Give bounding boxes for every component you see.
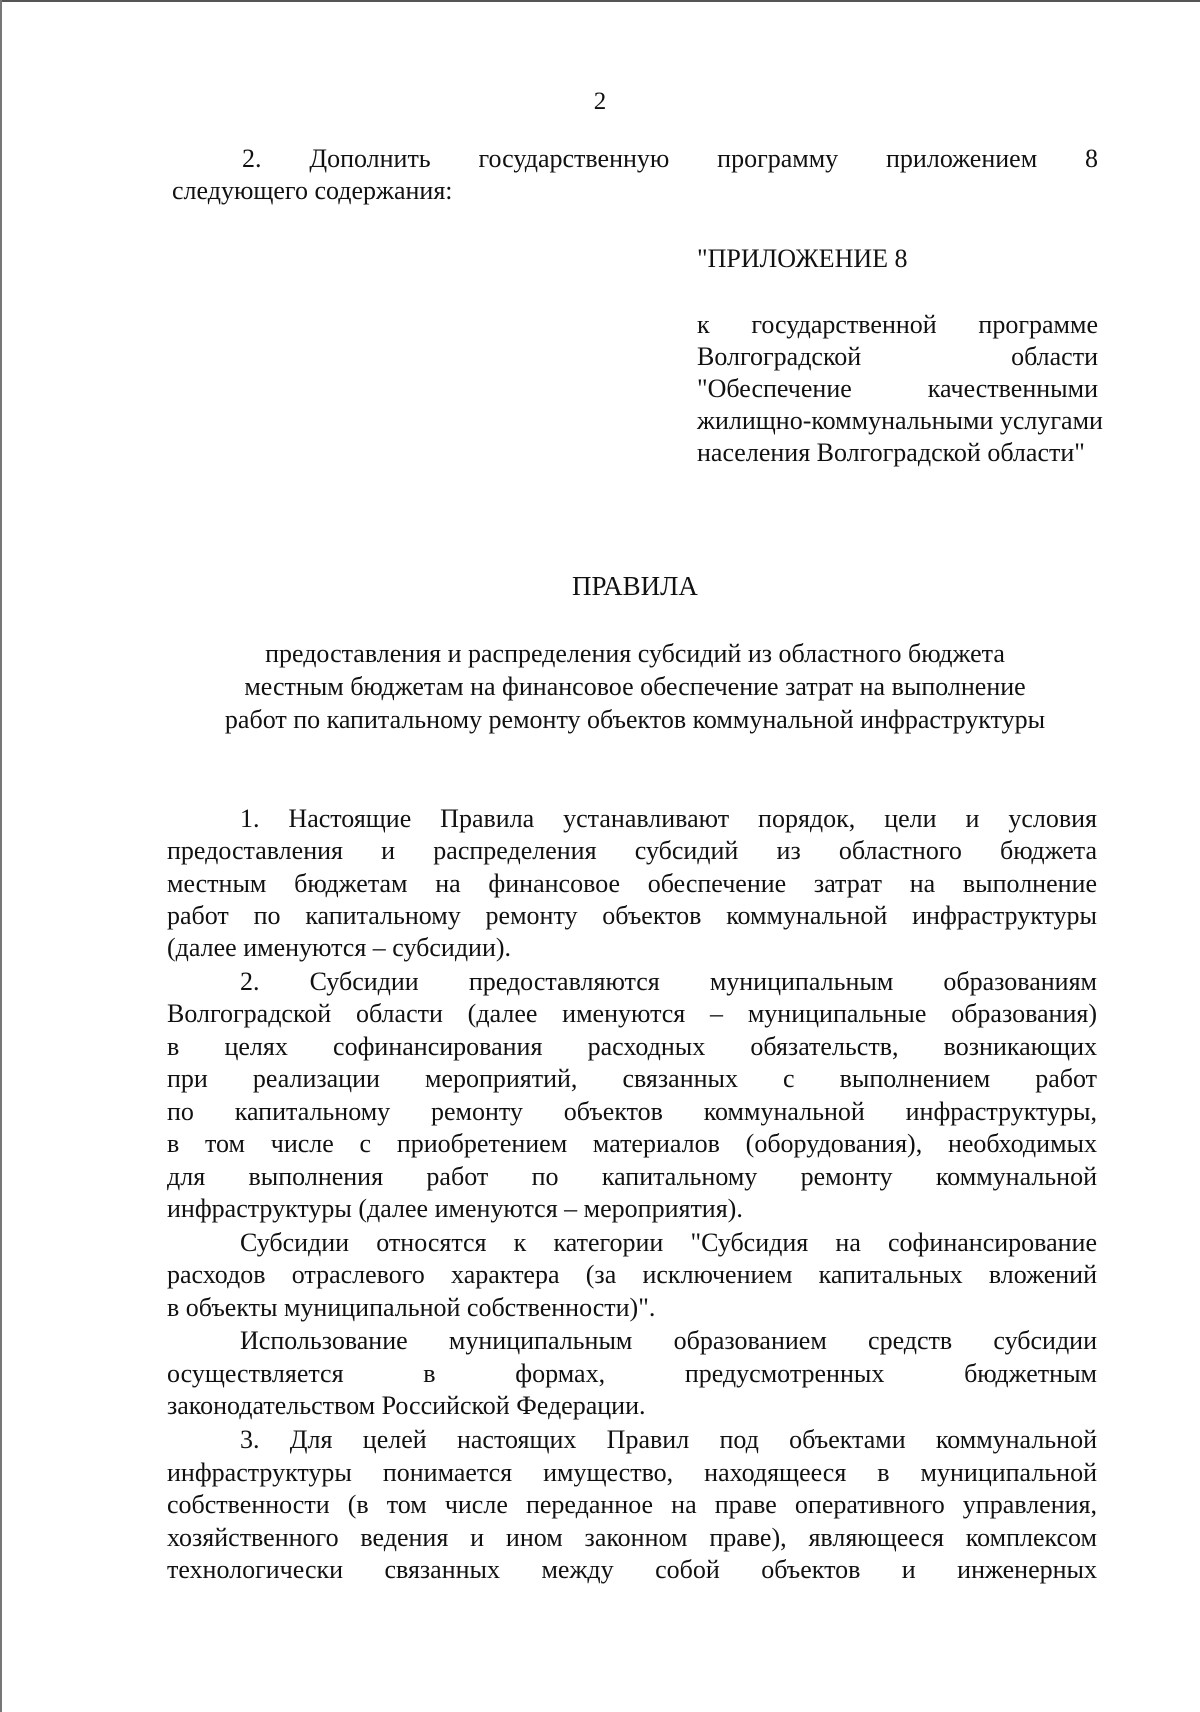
body-line-2: предоставления и распределения субсидий из областного бюджета — [167, 836, 1097, 865]
body-line-5: (далее именуются – субсидии). — [167, 933, 512, 962]
body-line-9: при реализации мероприятий, связанных с выполнением работ — [167, 1064, 1097, 1093]
body-line-11: в том числе с приобретением материалов (оборудования), необходимых — [167, 1129, 1097, 1158]
appendix-ref-line-4: жилищно-коммунальными услугами — [697, 406, 1103, 435]
body-line-19: законодательством Российской Федерации. — [167, 1391, 646, 1420]
scan-edge-top — [0, 0, 1200, 2]
body-line-15: расходов отраслевого характера (за исключением капитальных вложений — [167, 1260, 1097, 1289]
body-line-23: хозяйственного ведения и ином законном праве), являющееся комплексом — [167, 1523, 1097, 1552]
body-line-18: осуществляется в формах, предусмотренных бюджетным — [167, 1359, 1097, 1388]
body-line-4: работ по капитальному ремонту объектов коммунальной инфраструктуры — [167, 901, 1097, 930]
body-line-22: собственности (в том числе переданное на праве оперативного управления, — [167, 1490, 1097, 1519]
intro-line-2: следующего содержания: — [172, 176, 453, 205]
intro-line-1: 2. Дополнить государственную программу приложением 8 — [242, 144, 1098, 173]
body-line-24: технологически связанных между собой объектов и инженерных — [167, 1555, 1097, 1584]
body-line-12: для выполнения работ по капитальному ремонту коммунальной — [167, 1162, 1097, 1191]
body-line-21: инфраструктуры понимается имущество, находящееся в муниципальной — [167, 1458, 1097, 1487]
rules-subtitle-line-2: местным бюджетам на финансовое обеспечение затрат на выполнение — [244, 672, 1026, 701]
appendix-title: "ПРИЛОЖЕНИЕ 8 — [697, 244, 908, 273]
body-line-14: Субсидии относятся к категории "Субсидия на софинансирование — [240, 1228, 1097, 1257]
body-line-3: местным бюджетам на финансовое обеспечение затрат на выполнение — [167, 869, 1097, 898]
rules-title: ПРАВИЛА — [572, 571, 698, 601]
appendix-ref-line-3: "Обеспечение качественными — [697, 374, 1098, 403]
body-line-16: в объекты муниципальной собственности)". — [167, 1293, 656, 1322]
body-line-1: 1. Настоящие Правила устанавливают порядок, цели и условия — [240, 804, 1097, 833]
body-line-17: Использование муниципальным образованием средств субсидии — [240, 1326, 1097, 1355]
body-line-10: по капитальному ремонту объектов коммунальной инфраструктуры, — [167, 1097, 1097, 1126]
body-line-20: 3. Для целей настоящих Правил под объектами коммунальной — [240, 1425, 1097, 1454]
body-line-8: в целях софинансирования расходных обязательств, возникающих — [167, 1032, 1097, 1061]
rules-subtitle-line-3: работ по капитальному ремонту объектов коммунальной инфраструктуры — [224, 705, 1046, 734]
scan-edge-left — [0, 0, 2, 1712]
appendix-ref-line-5: населения Волгоградской области" — [697, 438, 1085, 467]
appendix-ref-line-2: Волгоградской области — [697, 342, 1098, 371]
page-number: 2 — [593, 88, 607, 115]
rules-subtitle-line-1: предоставления и распределения субсидий из областного бюджета — [265, 639, 1005, 668]
body-line-6: 2. Субсидии предоставляются муниципальным образованиям — [240, 967, 1097, 996]
appendix-ref-line-1: к государственной программе — [697, 310, 1098, 339]
body-line-7: Волгоградской области (далее именуются – муниципальные образования) — [167, 999, 1097, 1028]
body-line-13: инфраструктуры (далее именуются – мероприятия). — [167, 1194, 743, 1223]
